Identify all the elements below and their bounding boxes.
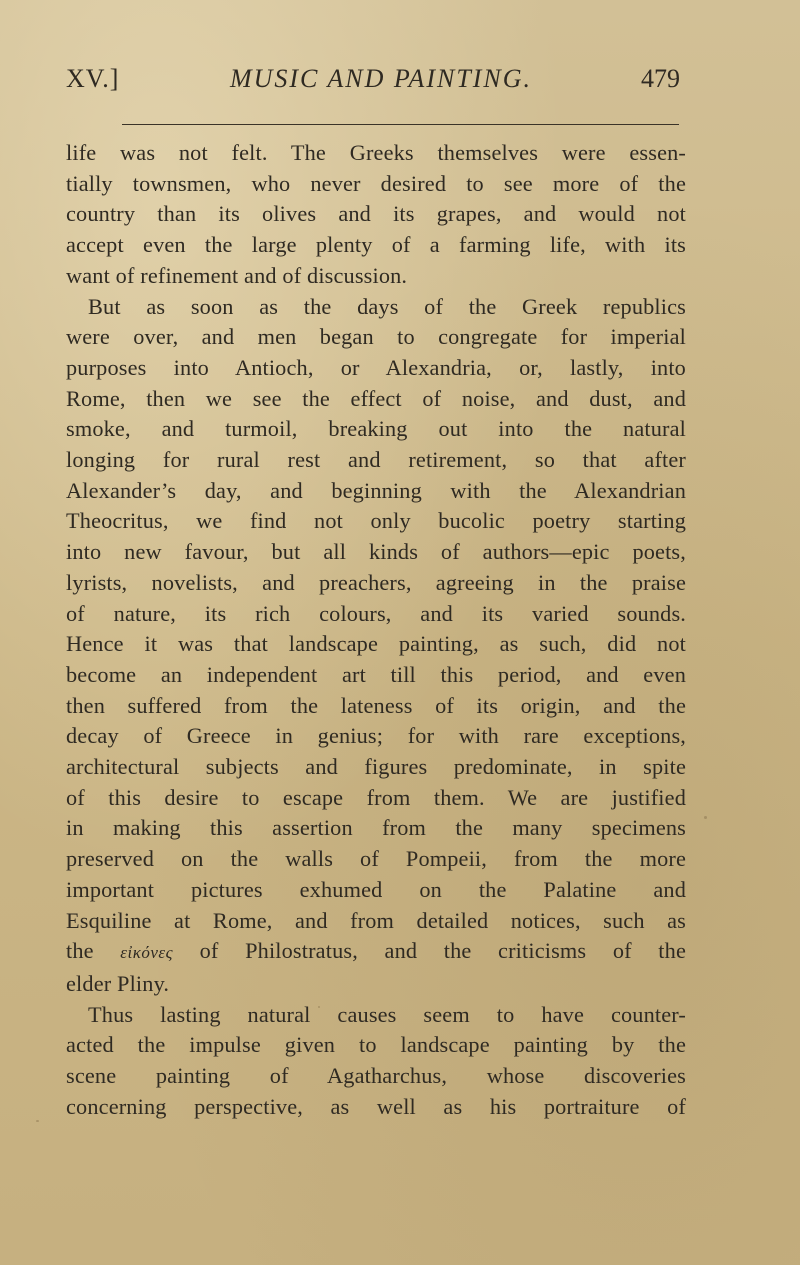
text-line: Rome, then we see the effect of noise, and dust, and — [66, 385, 686, 411]
text-line: important pictures exhumed on the Palatine and — [66, 876, 686, 902]
text-line: longing for rural rest and retirement, so that after — [66, 447, 686, 473]
paper-fleck — [704, 816, 707, 819]
running-head — [66, 64, 680, 110]
text-line: become an independent art till this period, and even — [66, 661, 686, 687]
text-line: smoke, and turmoil, breaking out into the natural — [66, 416, 686, 442]
text-line: of nature, its rich colours, and its varied sounds. — [66, 600, 686, 626]
text-line: scene painting of Agatharchus, whose discoveries — [66, 1063, 686, 1089]
text-line: tially townsmen, who never desired to see more of the — [66, 170, 686, 196]
text-line: decay of Greece in genius; for with rare exceptions, — [66, 723, 686, 749]
text-line: of this desire to escape from them. We are justified — [66, 784, 686, 810]
text-line: lyrists, novelists, and preachers, agreeing in the praise — [66, 569, 686, 595]
text-line: concerning perspective, as well as his portraiture of — [66, 1093, 686, 1119]
text-line: Hence it was that landscape painting, as such, did not — [66, 631, 686, 657]
page-number: 479 — [641, 64, 680, 93]
text-line: preserved on the walls of Pompeii, from the more — [66, 846, 686, 872]
text-line: want of refinement and of discussion. — [66, 262, 408, 288]
text-line: country than its olives and its grapes, and would not — [66, 201, 686, 227]
text-line: then suffered from the lateness of its origin, and the — [66, 692, 686, 718]
paragraph-start-line: But as soon as the days of the Greek republics — [88, 293, 686, 319]
text-segment: the — [66, 938, 121, 964]
text-line: into new favour, but all kinds of authors—epic poets, — [66, 539, 686, 565]
text-line: life was not felt. The Greeks themselves were essen- — [66, 140, 686, 165]
text-line: purposes into Antioch, or Alexandria, or, lastly, into — [66, 354, 686, 380]
header-rule — [122, 124, 679, 125]
text-line: Alexander’s day, and beginning with the Alexandrian — [66, 477, 686, 503]
text-line — [66, 936, 686, 969]
paragraph-start-line: Thus lasting natural causes seem to have counter- — [88, 1001, 686, 1027]
text-line: Theocritus, we find not only bucolic poetry starting — [66, 508, 686, 534]
running-title: MUSIC AND PAINTING. — [229, 64, 533, 93]
text-line: Esquiline at Rome, and from detailed notices, such as — [66, 907, 686, 933]
chapter-number: XV.] — [66, 64, 120, 93]
text-line: architectural subjects and figures predominate, in spite — [66, 754, 686, 780]
text-line: accept even the large plenty of a farming life, with its — [66, 232, 686, 258]
text-line: in making this assertion from the many specimens — [66, 815, 686, 841]
text-line: elder Pliny. — [66, 970, 170, 996]
text-line: acted the impulse given to landscape painting by the — [66, 1032, 686, 1058]
paper-fleck — [318, 1006, 320, 1008]
text-line: were over, and men began to congregate for imperial — [66, 324, 686, 350]
paper-fleck — [36, 1120, 39, 1122]
greek-word: εἰκόνες — [120, 943, 174, 963]
body-text — [66, 138, 686, 1123]
text-segment: of Philostratus, and the criticisms of the — [173, 938, 687, 964]
